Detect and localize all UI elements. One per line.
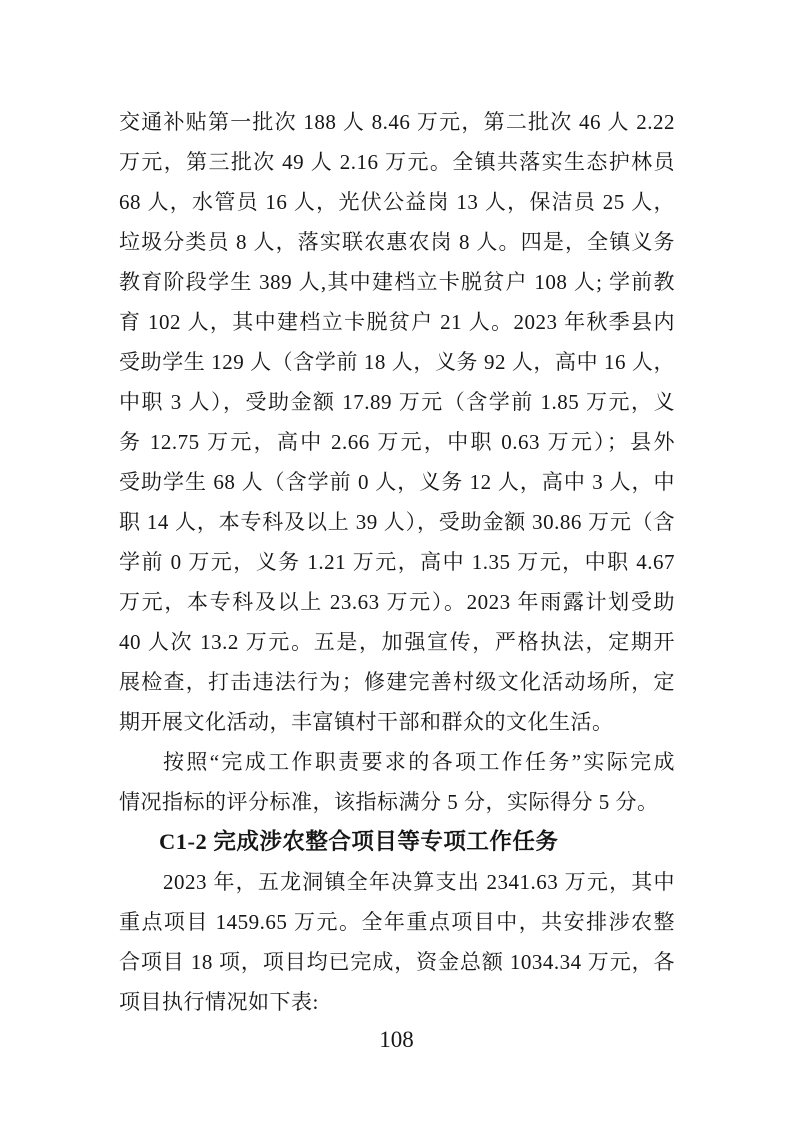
body-line: 教育阶段学生 389 人,其中建档立卡脱贫户 108 人; 学前教 (119, 270, 675, 294)
body-line: 合项目 18 项，项目均已完成，资金总额 1034.34 万元，各 (119, 950, 675, 974)
body-line: 交通补贴第一批次 188 人 8.46 万元，第二批次 46 人 2.22 (119, 110, 675, 134)
body-line: 职 14 人，本专科及以上 39 人），受助金额 30.86 万元（含 (119, 510, 675, 534)
body-line: 万元，本专科及以上 23.63 万元）。2023 年雨露计划受助 (119, 590, 675, 614)
body-line: 务 12.75 万元，高中 2.66 万元，中职 0.63 万元）；县外 (119, 430, 675, 454)
body-line: 展检查，打击违法行为；修建完善村级文化活动场所，定 (119, 670, 675, 694)
body-line: 重点项目 1459.65 万元。全年重点项目中，共安排涉农整 (119, 910, 675, 934)
body-line: 学前 0 万元，义务 1.21 万元，高中 1.35 万元，中职 4.67 (119, 550, 675, 574)
body-line: 40 人次 13.2 万元。五是，加强宣传，严格执法，定期开 (119, 630, 675, 654)
body-line: 按照“完成工作职责要求的各项工作任务”实际完成 (163, 750, 675, 774)
body-line: 情况指标的评分标准，该指标满分 5 分，实际得分 5 分。 (119, 790, 659, 814)
body-line: 垃圾分类员 8 人，落实联农惠农岗 8 人。四是，全镇义务 (119, 230, 675, 254)
body-line: 受助学生 68 人（含学前 0 人，义务 12 人，高中 3 人，中 (119, 470, 675, 494)
body-line: 68 人，水管员 16 人，光伏公益岗 13 人，保洁员 25 人， (119, 190, 675, 214)
page-number: 108 (379, 1027, 414, 1052)
section-heading: C1-2 完成涉农整合项目等专项工作任务 (159, 829, 559, 854)
body-line: 项目执行情况如下表: (119, 990, 319, 1014)
body-line: 万元，第三批次 49 人 2.16 万元。全镇共落实生态护林员 (119, 150, 675, 174)
body-line: 中职 3 人），受助金额 17.89 万元（含学前 1.85 万元，义 (119, 390, 675, 414)
body-line: 育 102 人，其中建档立卡脱贫户 21 人。2023 年秋季县内 (119, 310, 675, 334)
body-line: 受助学生 129 人（含学前 18 人，义务 92 人，高中 16 人， (119, 350, 675, 374)
body-line: 2023 年，五龙洞镇全年决算支出 2341.63 万元，其中 (163, 870, 675, 894)
body-line: 期开展文化活动，丰富镇村干部和群众的文化生活。 (119, 710, 614, 734)
document-body (119, 102, 675, 1022)
